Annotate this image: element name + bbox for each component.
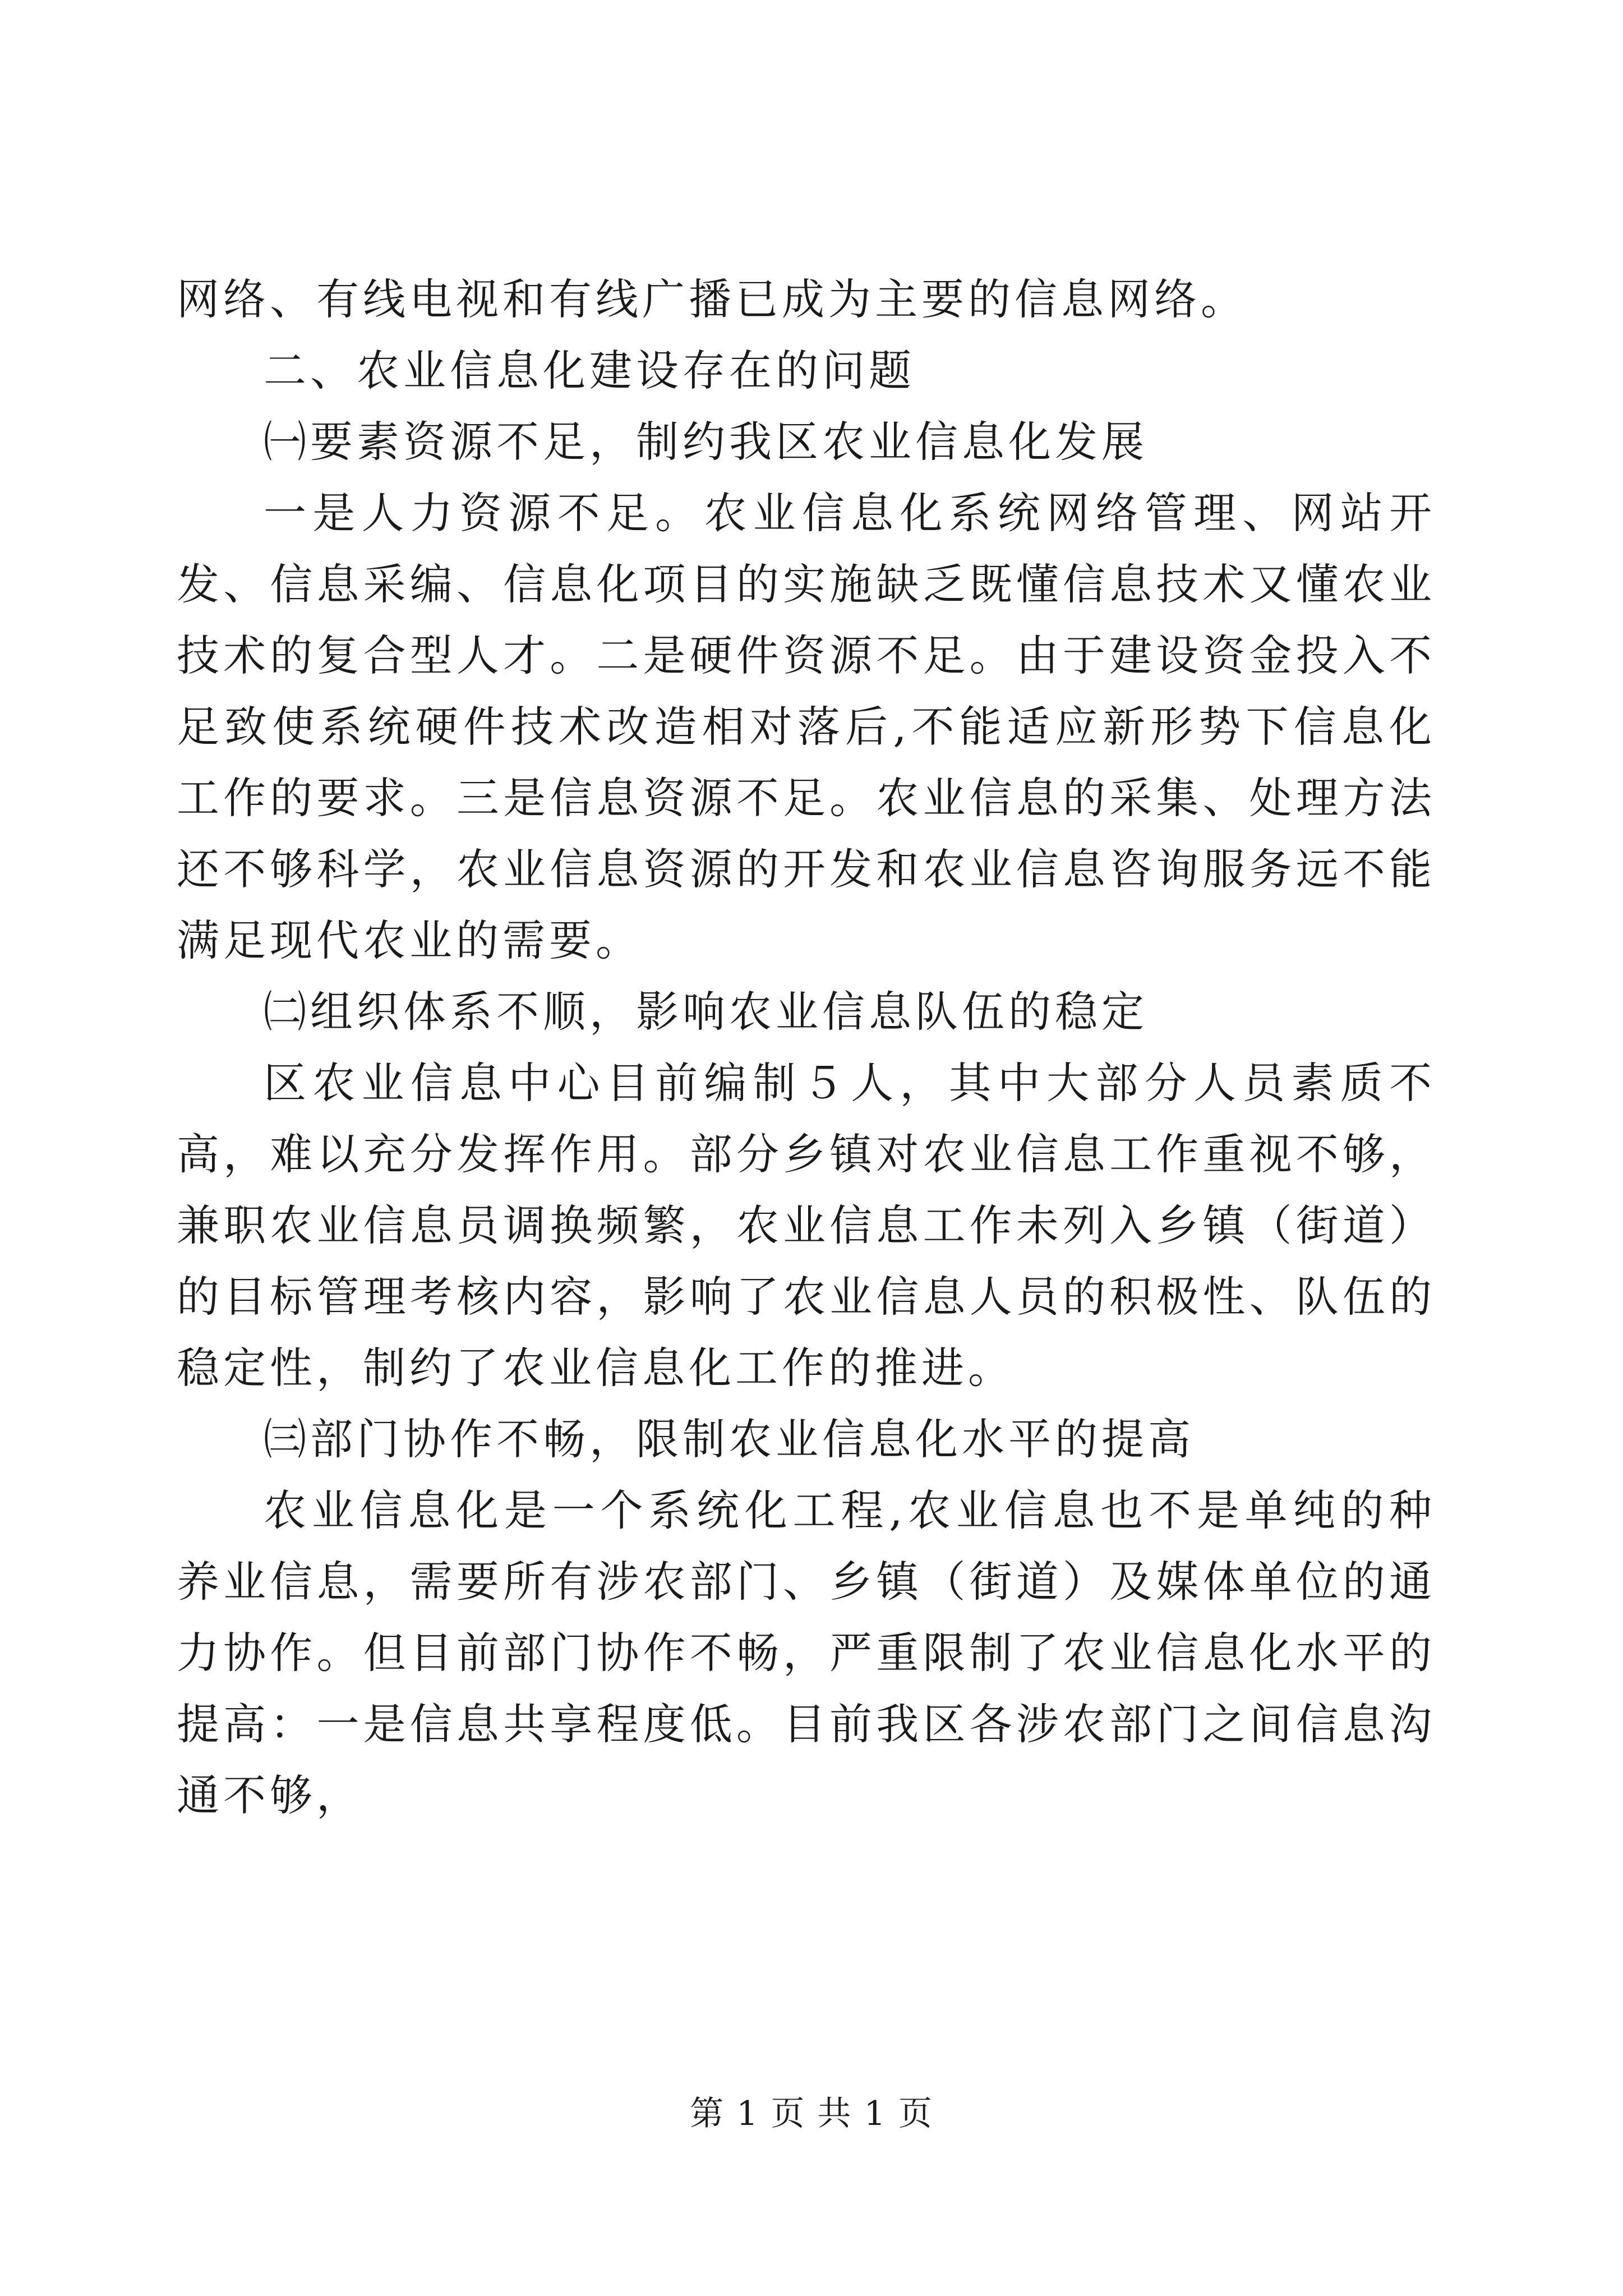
page-footer: 第 1 页 共 1 页: [690, 2094, 933, 2133]
subsection-heading-2: ㈡组织体系不顺，影响农业信息队伍的稳定: [264, 987, 1148, 1037]
paragraph-4: 农业信息化是一个系统化工程,农业信息也不是单纯的种养业信息，需要所有涉农部门、乡镇（街道）及媒体单位的通力协作。但目前部门协作不畅，严重限制了农业信息化水平的提高：一是信息共享程度低。目前我区各涉农部门之间信息沟通不够，: [177, 1485, 1436, 1820]
paragraph-3: 区农业信息中心目前编制５人，其中大部分人员素质不高，难以充分发挥作用。部分乡镇对农业信息工作重视不够，兼职农业信息员调换频繁，农业信息工作未列入乡镇（街道）的目标管理考核内容，影响了农业信息人员的积极性、队伍的稳定性，制约了农业信息化工作的推进。: [177, 1058, 1436, 1393]
paragraph-1: 网络、有线电视和有线广播已成为主要的信息网络。: [177, 274, 1247, 324]
section-heading-2: 二、农业信息化建设存在的问题: [264, 346, 915, 395]
paragraph-2: 一是人力资源不足。农业信息化系统网络管理、网站开发、信息采编、信息化项目的实施缺乏既懂信息技术又懂农业技术的复合型人才。二是硬件资源不足。由于建设资金投入不足致使系统硬件技术改造相对落后,不能适应新形势下信息化工作的要求。三是信息资源不足。农业信息的采集、处理方法还不够科学，农业信息资源的开发和农业信息咨询服务远不能满足现代农业的需要。: [177, 488, 1436, 965]
subsection-heading-3: ㈢部门协作不畅，限制农业信息化水平的提高: [264, 1414, 1195, 1464]
document-body: [177, 264, 1436, 1831]
subsection-heading-1: ㈠要素资源不足，制约我区农业信息化发展: [264, 417, 1148, 467]
